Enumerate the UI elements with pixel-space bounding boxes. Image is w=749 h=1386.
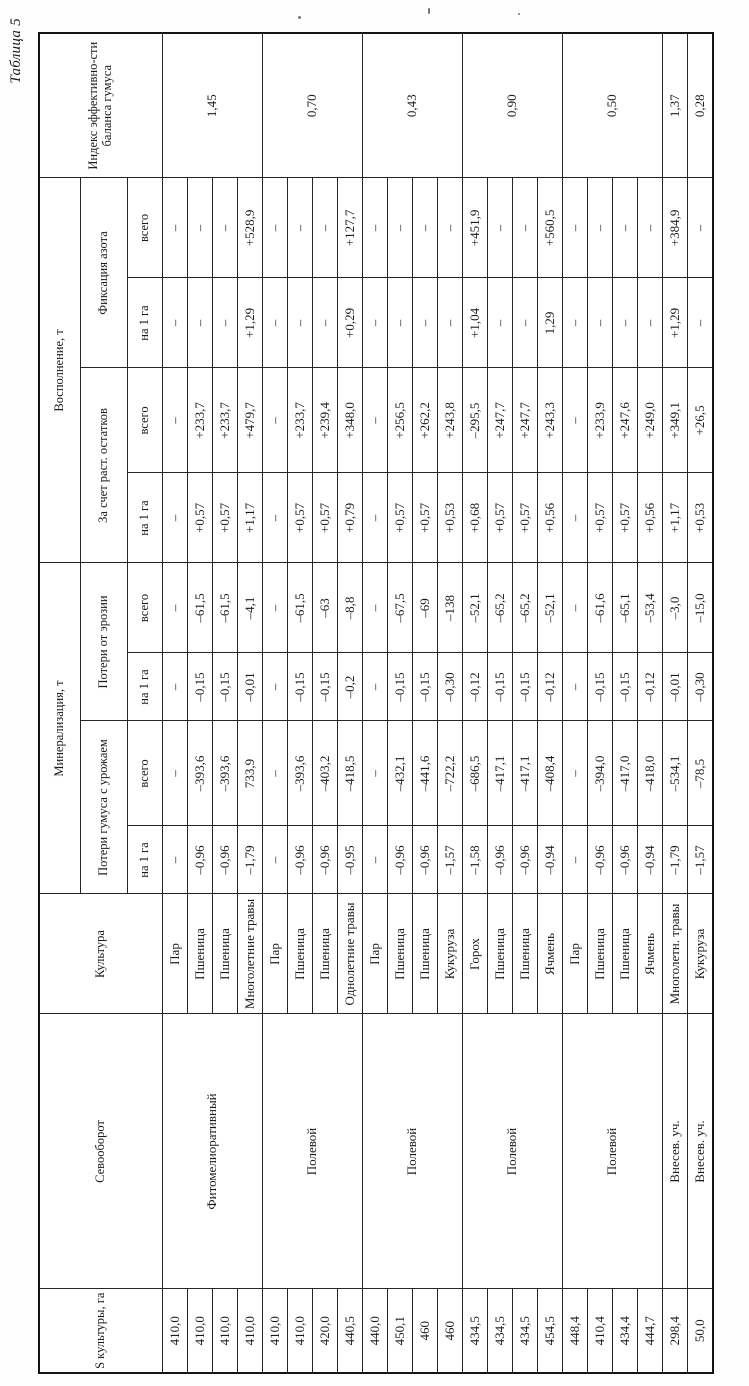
cell-value: –: [288, 278, 313, 368]
header-area: S культуры, га: [39, 1289, 163, 1373]
cell-value: –: [163, 826, 188, 894]
cell-culture: Горох: [463, 894, 488, 1014]
cell-value: +243,8: [438, 368, 463, 473]
cell-value: +247,6: [613, 368, 638, 473]
cell-culture: Однолетние травы: [338, 894, 363, 1014]
cell-rotation: Полевой: [563, 1014, 663, 1289]
cell-value: –: [363, 473, 388, 563]
cell-value: –15,0: [688, 563, 714, 653]
cell-value: –: [488, 178, 513, 278]
header-rotation: Севооборот: [39, 1014, 163, 1289]
cell-value: –1,57: [688, 826, 714, 894]
cell-value: +233,7: [213, 368, 238, 473]
cell-value: +349,1: [663, 368, 688, 473]
cell-value: +0,57: [388, 473, 413, 563]
cell-value: 1,29: [538, 278, 563, 368]
cell-value: +26,5: [688, 368, 714, 473]
cell-value: –417,1: [513, 721, 538, 826]
cell-culture: Пар: [163, 894, 188, 1014]
cell-area: 420,0: [313, 1289, 338, 1373]
cell-value: –1,58: [463, 826, 488, 894]
cell-value: 733,9: [238, 721, 263, 826]
cell-value: –138: [438, 563, 463, 653]
cell-value: +479,7: [238, 368, 263, 473]
cell-value: –: [563, 563, 588, 653]
table-row: [663, 33, 688, 1373]
cell-area: 460: [438, 1289, 463, 1373]
cell-value: –: [163, 278, 188, 368]
cell-value: –0,15: [188, 653, 213, 721]
cell-value: –0,96: [413, 826, 438, 894]
cell-value: +0,57: [313, 473, 338, 563]
cell-value: +1,17: [663, 473, 688, 563]
cell-value: –0,12: [538, 653, 563, 721]
cell-value: –: [213, 178, 238, 278]
cell-value: +256,5: [388, 368, 413, 473]
table-caption: Таблица 5: [8, 18, 24, 84]
cell-value: –: [263, 473, 288, 563]
cell-rotation: Внесев. уч.: [688, 1014, 714, 1289]
header-replenishment: Восполнение, т: [39, 178, 81, 563]
cell-value: –69: [413, 563, 438, 653]
cell-value: –: [363, 368, 388, 473]
cell-value: –65,2: [513, 563, 538, 653]
cell-value: –: [188, 178, 213, 278]
cell-value: –: [263, 278, 288, 368]
cell-value: –61,5: [213, 563, 238, 653]
header-total: всего: [128, 368, 163, 473]
cell-area: 50,0: [688, 1289, 714, 1373]
table-header: [39, 33, 163, 1373]
cell-value: –61,5: [188, 563, 213, 653]
header-humus-loss: Потери гумуса с урожаем: [81, 721, 128, 894]
cell-value: –0,01: [238, 653, 263, 721]
cell-index: 0,28: [688, 33, 714, 178]
cell-area: 410,0: [163, 1289, 188, 1373]
cell-value: –: [438, 278, 463, 368]
cell-area: 454,5: [538, 1289, 563, 1373]
cell-value: –: [363, 563, 388, 653]
cell-value: –0,15: [313, 653, 338, 721]
cell-value: +0,56: [538, 473, 563, 563]
cell-value: –: [488, 278, 513, 368]
table-row: [563, 33, 588, 1373]
cell-culture: Пар: [363, 894, 388, 1014]
cell-value: +233,7: [288, 368, 313, 473]
header-index: Индекс эффективно-сти баланса гумуса: [39, 33, 163, 178]
cell-value: –0,96: [188, 826, 213, 894]
cell-value: +0,79: [338, 473, 363, 563]
cell-value: +0,57: [513, 473, 538, 563]
cell-value: –: [588, 278, 613, 368]
humus-balance-table: [38, 32, 714, 1374]
cell-value: –393,6: [288, 721, 313, 826]
cell-value: +528,9: [238, 178, 263, 278]
cell-value: +0,53: [688, 473, 714, 563]
cell-value: –0,12: [638, 653, 663, 721]
cell-value: –418,0: [638, 721, 663, 826]
cell-value: –0,15: [613, 653, 638, 721]
cell-value: –: [263, 368, 288, 473]
cell-value: +243,3: [538, 368, 563, 473]
cell-value: –: [638, 178, 663, 278]
cell-value: –0,15: [388, 653, 413, 721]
cell-value: –0,15: [288, 653, 313, 721]
cell-culture: Пшеница: [513, 894, 538, 1014]
cell-value: –67,5: [388, 563, 413, 653]
cell-value: –: [563, 278, 588, 368]
cell-value: –0,95: [338, 826, 363, 894]
cell-value: +247,7: [513, 368, 538, 473]
cell-value: –0,01: [663, 653, 688, 721]
cell-value: –: [688, 178, 714, 278]
cell-value: –0,2: [338, 653, 363, 721]
cell-value: –0,94: [538, 826, 563, 894]
cell-value: –: [163, 563, 188, 653]
cell-value: –52,1: [463, 563, 488, 653]
cell-value: –0,15: [488, 653, 513, 721]
cell-value: –4,1: [238, 563, 263, 653]
cell-area: 450,1: [388, 1289, 413, 1373]
cell-area: 434,5: [463, 1289, 488, 1373]
cell-area: 460: [413, 1289, 438, 1373]
cell-value: –: [363, 721, 388, 826]
cell-value: +0,29: [338, 278, 363, 368]
cell-value: –: [513, 178, 538, 278]
cell-value: –0,30: [688, 653, 714, 721]
cell-area: 410,0: [288, 1289, 313, 1373]
cell-value: –417,1: [488, 721, 513, 826]
header-per-ha: на 1 га: [128, 473, 163, 563]
cell-value: –722,2: [438, 721, 463, 826]
cell-area: 298,4: [663, 1289, 688, 1373]
cell-culture: Ячмень: [538, 894, 563, 1014]
cell-value: –: [413, 278, 438, 368]
cell-area: 410,0: [213, 1289, 238, 1373]
cell-value: –1,79: [663, 826, 688, 894]
cell-value: –53,4: [638, 563, 663, 653]
cell-value: –0,15: [213, 653, 238, 721]
cell-culture: Многолетние травы: [238, 894, 263, 1014]
cell-area: 410,0: [263, 1289, 288, 1373]
cell-index: 1,37: [663, 33, 688, 178]
cell-value: –3,0: [663, 563, 688, 653]
cell-value: –61,5: [288, 563, 313, 653]
cell-value: –61,6: [588, 563, 613, 653]
cell-culture: Пар: [563, 894, 588, 1014]
cell-value: –0,12: [463, 653, 488, 721]
cell-value: –0,15: [588, 653, 613, 721]
cell-area: 410,0: [188, 1289, 213, 1373]
cell-culture: Ячмень: [638, 894, 663, 1014]
cell-value: –: [263, 563, 288, 653]
cell-value: –393,6: [188, 721, 213, 826]
cell-value: –65,1: [613, 563, 638, 653]
cell-value: –: [563, 178, 588, 278]
cell-area: 440,0: [363, 1289, 388, 1373]
cell-value: +233,7: [188, 368, 213, 473]
cell-value: –: [163, 653, 188, 721]
cell-value: –: [263, 178, 288, 278]
cell-value: +0,57: [213, 473, 238, 563]
cell-index: 0,50: [563, 33, 663, 178]
cell-rotation: Полевой: [263, 1014, 363, 1289]
cell-value: +1,04: [463, 278, 488, 368]
cell-value: +0,56: [638, 473, 663, 563]
header-mineralization: Минерализация, т: [39, 563, 81, 894]
table-row: [463, 33, 488, 1373]
cell-value: –: [613, 278, 638, 368]
cell-index: 0,90: [463, 33, 563, 178]
cell-culture: Кукуруза: [688, 894, 714, 1014]
cell-value: –0,96: [613, 826, 638, 894]
cell-value: +0,57: [188, 473, 213, 563]
cell-culture: Многолетн. травы: [663, 894, 688, 1014]
cell-culture: Пшеница: [288, 894, 313, 1014]
cell-culture: Пшеница: [488, 894, 513, 1014]
cell-value: –: [688, 278, 714, 368]
cell-value: –65,2: [488, 563, 513, 653]
cell-value: –417,0: [613, 721, 638, 826]
cell-culture: Пшеница: [588, 894, 613, 1014]
cell-area: 440,5: [338, 1289, 363, 1373]
cell-value: –: [163, 368, 188, 473]
header-erosion-loss: Потери от эрозии: [81, 563, 128, 721]
cell-value: –534,1: [663, 721, 688, 826]
cell-value: +0,57: [488, 473, 513, 563]
header-total: всего: [128, 721, 163, 826]
cell-rotation: Внесев. уч.: [663, 1014, 688, 1289]
header-per-ha: на 1 га: [128, 653, 163, 721]
cell-value: –: [363, 653, 388, 721]
table-row: [263, 33, 288, 1373]
cell-area: 434,5: [488, 1289, 513, 1373]
cell-value: –: [563, 473, 588, 563]
cell-value: –686,5: [463, 721, 488, 826]
cell-value: +0,68: [463, 473, 488, 563]
cell-area: 410,4: [588, 1289, 613, 1373]
cell-value: –: [438, 178, 463, 278]
cell-value: –394,0: [588, 721, 613, 826]
cell-value: –: [263, 826, 288, 894]
cell-value: –: [288, 178, 313, 278]
cell-value: –: [388, 178, 413, 278]
cell-culture: Пшеница: [213, 894, 238, 1014]
cell-value: –: [188, 278, 213, 368]
cell-value: –0,15: [513, 653, 538, 721]
cell-value: –0,96: [213, 826, 238, 894]
cell-value: +0,53: [438, 473, 463, 563]
cell-value: –0,96: [313, 826, 338, 894]
cell-value: –1,57: [438, 826, 463, 894]
cell-culture: Пшеница: [388, 894, 413, 1014]
header-per-ha: на 1 га: [128, 826, 163, 894]
header-fixation: Фиксация азота: [81, 178, 128, 368]
cell-rotation: Фитомелиоративный: [163, 1014, 263, 1289]
cell-index: 1,45: [163, 33, 263, 178]
cell-culture: Пшеница: [313, 894, 338, 1014]
cell-value: –0,30: [438, 653, 463, 721]
cell-value: –1,79: [238, 826, 263, 894]
cell-value: –: [163, 473, 188, 563]
cell-value: –63: [313, 563, 338, 653]
cell-value: +0,57: [588, 473, 613, 563]
cell-rotation: Полевой: [463, 1014, 563, 1289]
table-row: [688, 33, 714, 1373]
cell-value: –: [413, 178, 438, 278]
cell-value: +239,4: [313, 368, 338, 473]
cell-value: –441,6: [413, 721, 438, 826]
cell-value: +1,29: [238, 278, 263, 368]
cell-value: –52,1: [538, 563, 563, 653]
header-row-1: [39, 33, 81, 1373]
cell-value: +1,17: [238, 473, 263, 563]
table-row: [363, 33, 388, 1373]
cell-value: +0,57: [413, 473, 438, 563]
header-culture: Культура: [39, 894, 163, 1014]
cell-value: +262,2: [413, 368, 438, 473]
cell-rotation: Полевой: [363, 1014, 463, 1289]
cell-value: –: [563, 368, 588, 473]
cell-value: –: [363, 826, 388, 894]
cell-value: –432,1: [388, 721, 413, 826]
cell-value: –403,2: [313, 721, 338, 826]
table-body: [163, 33, 714, 1373]
cell-culture: Пшеница: [413, 894, 438, 1014]
cell-value: –418,5: [338, 721, 363, 826]
cell-value: –: [588, 178, 613, 278]
cell-value: –393,6: [213, 721, 238, 826]
cell-value: +0,57: [288, 473, 313, 563]
cell-value: –: [263, 653, 288, 721]
cell-value: –0,96: [288, 826, 313, 894]
cell-culture: Пшеница: [613, 894, 638, 1014]
cell-value: –0,94: [638, 826, 663, 894]
cell-value: +249,0: [638, 368, 663, 473]
header-total: всего: [128, 563, 163, 653]
cell-value: –: [313, 178, 338, 278]
header-residues: За счет раст. остатков: [81, 368, 128, 563]
cell-value: –: [163, 721, 188, 826]
cell-value: –295,5: [463, 368, 488, 473]
cell-culture: Пшеница: [188, 894, 213, 1014]
cell-value: –0,96: [388, 826, 413, 894]
cell-value: +0,57: [613, 473, 638, 563]
cell-value: +247,7: [488, 368, 513, 473]
table-row: [163, 33, 188, 1373]
cell-value: –: [563, 826, 588, 894]
cell-value: –: [363, 178, 388, 278]
cell-area: 444,7: [638, 1289, 663, 1373]
cell-area: 448,4: [563, 1289, 588, 1373]
cell-value: –: [263, 721, 288, 826]
cell-value: –: [638, 278, 663, 368]
cell-index: 0,70: [263, 33, 363, 178]
cell-value: –: [213, 278, 238, 368]
cell-index: 0,43: [363, 33, 463, 178]
cell-area: 410,0: [238, 1289, 263, 1373]
cell-area: 434,5: [513, 1289, 538, 1373]
cell-value: +451,9: [463, 178, 488, 278]
cell-culture: Кукуруза: [438, 894, 463, 1014]
cell-value: +560,5: [538, 178, 563, 278]
cell-value: –: [563, 721, 588, 826]
cell-value: –8,8: [338, 563, 363, 653]
cell-value: +384,9: [663, 178, 688, 278]
cell-value: –: [563, 653, 588, 721]
header-per-ha: на 1 га: [128, 278, 163, 368]
cell-value: –408,4: [538, 721, 563, 826]
cell-value: –0,96: [588, 826, 613, 894]
cell-culture: Пар: [263, 894, 288, 1014]
cell-value: –78,5: [688, 721, 714, 826]
cell-value: +1,29: [663, 278, 688, 368]
cell-value: +348,0: [338, 368, 363, 473]
cell-value: –0,96: [513, 826, 538, 894]
cell-value: +127,7: [338, 178, 363, 278]
cell-value: –: [613, 178, 638, 278]
cell-value: –0,96: [488, 826, 513, 894]
header-total: всего: [128, 178, 163, 278]
cell-value: +233,9: [588, 368, 613, 473]
cell-value: –: [363, 278, 388, 368]
cell-value: –: [388, 278, 413, 368]
cell-value: –: [313, 278, 338, 368]
cell-area: 434,4: [613, 1289, 638, 1373]
cell-value: –: [163, 178, 188, 278]
cell-value: –0,15: [413, 653, 438, 721]
cell-value: –: [513, 278, 538, 368]
